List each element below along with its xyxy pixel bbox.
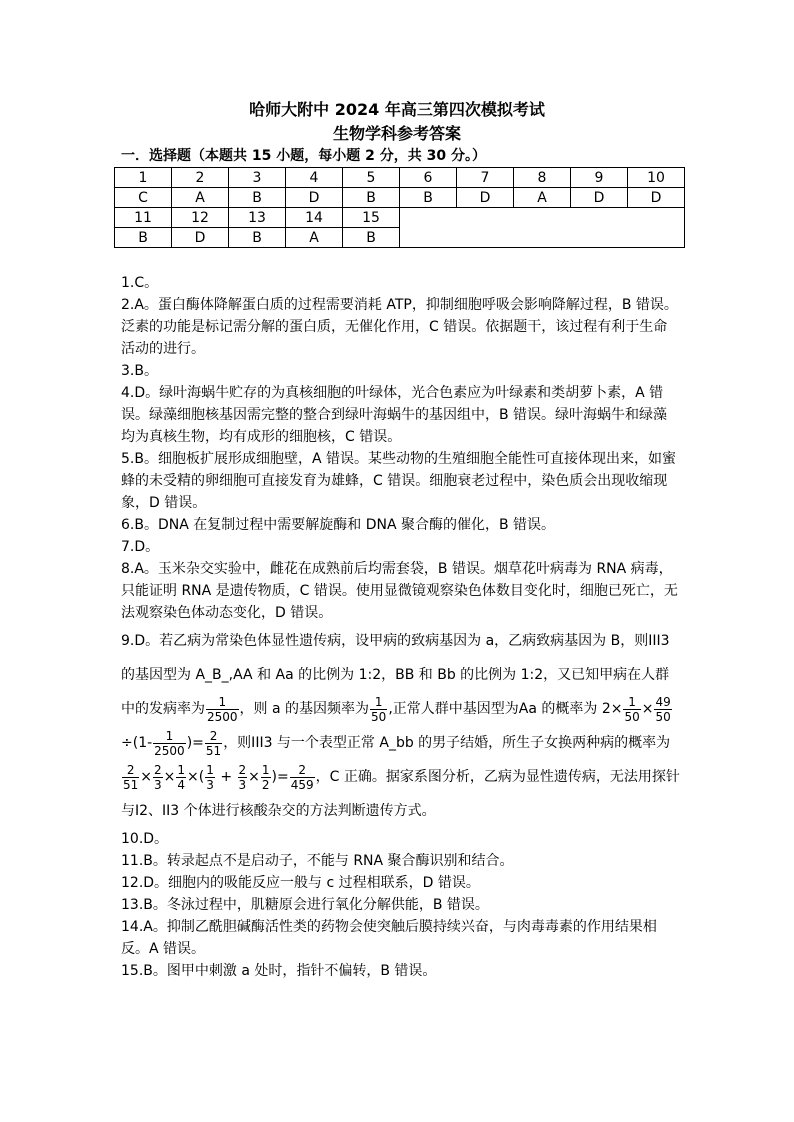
fraction: $\frac{1}{3}$ <box>206 762 214 792</box>
table-empty-cell <box>400 208 685 248</box>
table-cell: B <box>343 228 400 248</box>
answer-14: 14.A。抑制乙酰胆碱酶活性类的药物会使突触后膜持续兴奋，与肉毒毒素的作用结果相反。A 错误。 <box>121 919 657 957</box>
table-cell: A <box>286 228 343 248</box>
table-cell: 12 <box>172 208 229 228</box>
table-cell: 6 <box>400 168 457 188</box>
fraction: $\frac{2}{51}$ <box>123 762 139 792</box>
table-cell: B <box>229 188 286 208</box>
fraction: $\frac{1}{50}$ <box>371 694 387 724</box>
answer-explanations <box>121 272 681 982</box>
fraction: $\frac{1}{50}$ <box>624 694 640 724</box>
fraction: $\frac{1}{2}$ <box>261 762 270 792</box>
fraction: $\frac{1}{4}$ <box>177 762 186 792</box>
table-cell: 3 <box>229 168 286 188</box>
table-cell: B <box>115 228 172 248</box>
answer-4: 4.D。绿叶海蜗牛贮存的为真核细胞的叶绿体，光合色素应为叶绿素和类胡萝卜素，A 错误。绿藻细胞核基因需完整的整合到绿叶海蜗牛的基因组中，B 错误。绿叶海蜗牛和绿藻均为真核生物，均有成形的细胞核，C 错误。 <box>121 385 668 445</box>
answer-5: 5.B。细胞板扩展形成细胞壁，A 错误。某些动物的生殖细胞全能性可直接体现出来，如蜜蜂的未受精的卵细胞可直接发育为雄蜂，C 错误。细胞衰老过程中，染色质会出现收缩现象，D 错误。 <box>121 451 676 511</box>
table-cell: 14 <box>286 208 343 228</box>
answer-11: 11.B。转录起点不是启动子，不能与 RNA 聚合酶识别和结合。 <box>121 853 514 869</box>
answer-2: 2.A。蛋白酶体降解蛋白质的过程需要消耗 ATP，抑制细胞呼吸会影响降解过程，B 错误。泛素的功能是标记需分解的蛋白质，无催化作用，C 错误。依据题干，该过程有利于生命活动的进行。 <box>121 297 678 357</box>
fraction: $\frac{2}{3}$ <box>154 762 162 792</box>
answer-6: 6.B。DNA 在复制过程中需要解旋酶和 DNA 聚合酶的催化，B 错误。 <box>121 517 556 533</box>
fraction: $\frac{1}{2500}$ <box>207 694 238 724</box>
section-heading: 一．选择题（本题共 15 小题，每小题 2 分，共 30 分。） <box>121 148 486 164</box>
exam-title: 哈师大附中 2024 年高三第四次模拟考试 <box>249 100 545 119</box>
answer-7: 7.D。 <box>121 539 160 555</box>
table-cell: 9 <box>571 168 628 188</box>
table-row <box>115 208 685 228</box>
answer-1: 1.C。 <box>121 275 159 291</box>
table-cell: A <box>514 188 571 208</box>
table-cell: 1 <box>115 168 172 188</box>
table-row <box>115 188 685 208</box>
answer-9: 9.D。若乙病为常染色体显性遗传病，设甲病的致病基因为 a，乙病致病基因为 B，则III3 的基因型为 A_B_,AA 和 Aa 的比例为 1:2，BB 和 Bb 的比例为 1:2，又已知甲病在人群中的发病率为 $\frac{1}{2500}$ ，则 a 的基因频率为 $\frac{1}{50}$ ,正常人群中基因型为Aa 的概率为 2× $\frac{1}{50}$ × $\frac{49}{50}$ ÷(1- $\frac{1}{2500}$ )= $\frac{2}{51}$ ，则III3 与一个表型正常 A_bb 的男子结婚，所生子女换两种病的概率为 $\frac{2}{51}$ × $\frac{2}{3}$ × $\frac{1}{4}$ ×( $\frac{1}{3}$ + $\frac{2}{3}$ × $\frac{1}{2}$ )= $\frac{2}{459}$ ，C 正确。据家系图分析，乙病为显性遗传病，无法用探针与I2、II3 个体进行核酸杂交的方法判断遗传方式。 <box>121 633 680 819</box>
answer-key-subtitle: 生物学科参考答案 <box>332 124 461 143</box>
fraction: $\frac{2}{3}$ <box>238 762 247 792</box>
table-cell: C <box>115 188 172 208</box>
table-cell: B <box>343 188 400 208</box>
table-cell: 15 <box>343 208 400 228</box>
answer-15: 15.B。图甲中刺激 a 处时，指针不偏转，B 错误。 <box>121 963 437 979</box>
table-cell: 11 <box>115 208 172 228</box>
table-cell: A <box>172 188 229 208</box>
table-cell: D <box>172 228 229 248</box>
answer-table <box>114 167 685 248</box>
table-cell: 8 <box>514 168 571 188</box>
table-cell: 10 <box>628 168 685 188</box>
fraction: $\frac{2}{51}$ <box>205 728 222 758</box>
fraction: $\frac{49}{50}$ <box>655 694 671 724</box>
answer-12: 12.D。细胞内的吸能反应一般与 c 过程相联系，D 错误。 <box>121 875 480 891</box>
answer-9-text: 9.D。若乙病为常染色体显性遗传病，设甲病的致病基因为 a，乙病致病基因为 B，则III3 的基因型为 A_B_,AA 和 Aa 的比例为 1:2，BB 和 Bb 的比例为 1:2，又已知甲病在人群中的发病率为 <box>121 633 670 717</box>
fraction: $\frac{1}{2500}$ <box>154 728 185 758</box>
table-cell: D <box>286 188 343 208</box>
table-cell: 7 <box>457 168 514 188</box>
table-cell: B <box>400 188 457 208</box>
answer-10: 10.D。 <box>121 831 169 847</box>
table-row <box>115 168 685 188</box>
fraction: $\frac{2}{459}$ <box>290 762 314 792</box>
answer-3: 3.B。 <box>121 363 158 379</box>
table-cell: 5 <box>343 168 400 188</box>
table-cell: 13 <box>229 208 286 228</box>
answer-13: 13.B。冬泳过程中，肌糖原会进行氧化分解供能，B 错误。 <box>121 897 489 913</box>
table-cell: D <box>457 188 514 208</box>
table-cell: D <box>628 188 685 208</box>
table-cell: D <box>571 188 628 208</box>
table-cell: B <box>229 228 286 248</box>
answer-8: 8.A。玉米杂交实验中，雌花在成熟前后均需套袋，B 错误。烟草花叶病毒为 RNA 病毒，只能证明 RNA 是遗传物质，C 错误。使用显微镜观察染色体数目变化时，细胞已死亡，无法观察染色体动态变化，D 错误。 <box>121 561 678 621</box>
table-cell: 2 <box>172 168 229 188</box>
table-cell: 4 <box>286 168 343 188</box>
